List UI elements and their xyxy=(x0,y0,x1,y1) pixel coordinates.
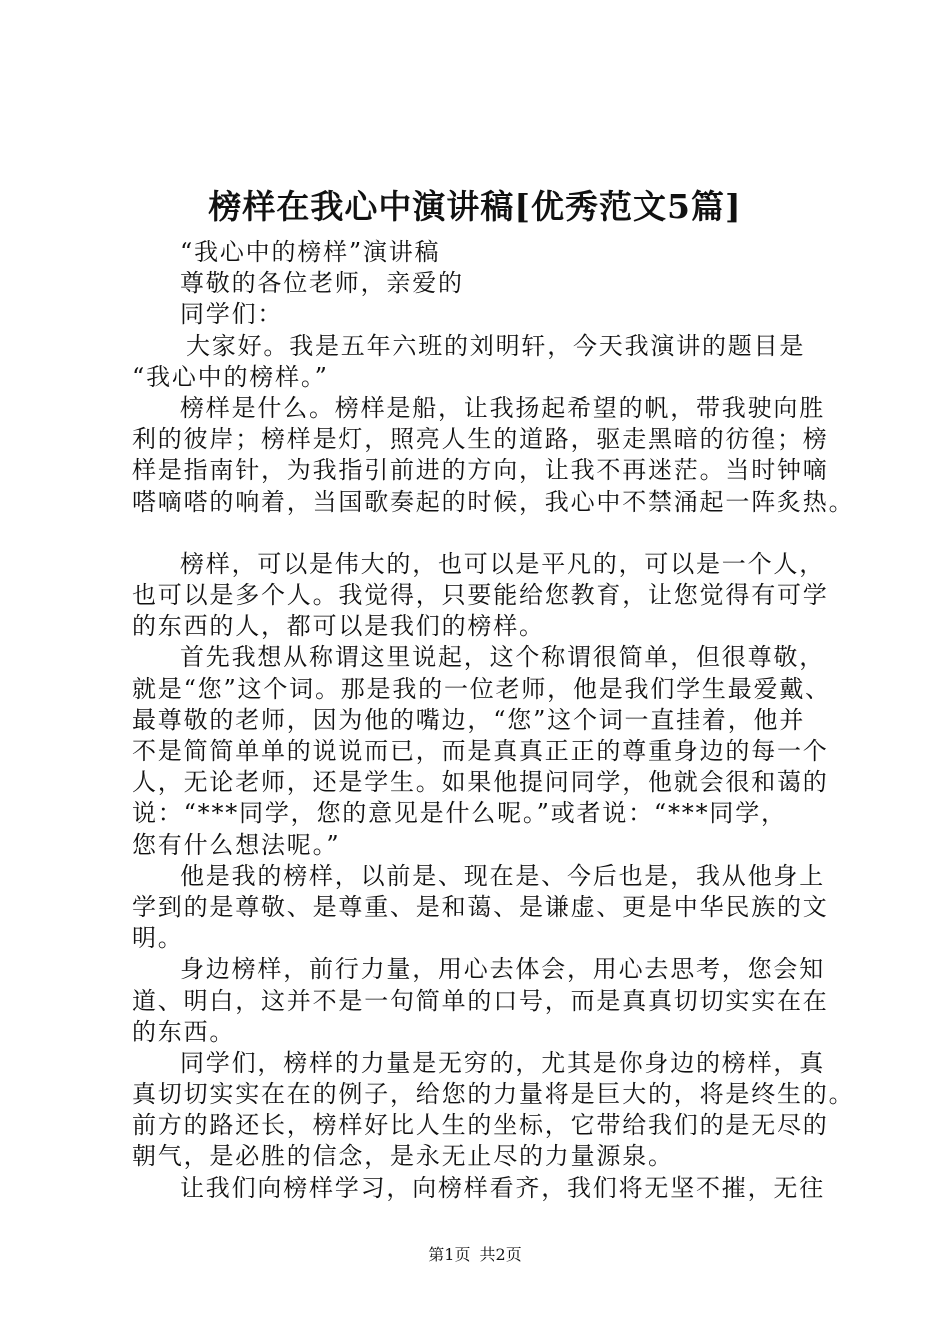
paragraph-line: 首先我想从称谓这里说起，这个称谓很简单，但很尊敬， xyxy=(180,643,825,672)
paragraph-line: 也可以是多个人。我觉得，只要能给您教育，让您觉得有可学 xyxy=(132,581,829,610)
paragraph-line: 您有什么想法呢。” xyxy=(132,830,341,859)
paragraph-line: 就是“您”这个词。那是我的一位老师，他是我们学生最爱戴、 xyxy=(132,674,831,703)
paragraph-line: 嗒嘀嗒的响着，当国歌奏起的时候，我心中不禁涌起一阵炙热。 xyxy=(132,487,855,516)
document-title: 榜样在我心中演讲稿[优秀范文5篇] xyxy=(208,187,742,226)
paragraph-line: 的东西。 xyxy=(132,1017,236,1046)
page-number: 第1页 xyxy=(428,1245,471,1264)
paragraph-line: 明。 xyxy=(132,924,184,953)
paragraph-line: 不是简简单单的说说而已，而是真真正正的尊重身边的每一个 xyxy=(132,737,829,765)
salutation-line: 尊敬的各位老师，亲爱的 xyxy=(180,269,464,298)
paragraph-line: 身边榜样，前行力量，用心去体会，用心去思考，您会知 xyxy=(180,955,825,984)
paragraph-line: 说：“***同学，您的意见是什么呢。”或者说：“***同学， xyxy=(132,799,787,828)
paragraph-line: 利的彼岸；榜样是灯，照亮人生的道路，驱走黑暗的彷徨；榜 xyxy=(132,425,829,454)
paragraph-line: 道、明白，这并不是一句简单的口号，而是真真切切实实在在 xyxy=(132,986,829,1015)
speech-heading: “我心中的榜样”演讲稿 xyxy=(180,238,441,266)
paragraph-line: 同学们，榜样的力量是无穷的，尤其是你身边的榜样，真 xyxy=(180,1048,825,1077)
paragraph-line: 榜样，可以是伟大的，也可以是平凡的，可以是一个人， xyxy=(180,549,825,578)
document-body xyxy=(132,237,855,1204)
paragraph-spacer xyxy=(132,518,842,549)
paragraph-line: 学到的是尊敬、是尊重、是和蔼、是谦虚、更是中华民族的文 xyxy=(132,892,829,921)
paragraph-line: 朝气，是必胜的信念，是永无止尽的力量源泉。 xyxy=(132,1142,674,1171)
salutation-line: 同学们： xyxy=(180,300,284,329)
page-total: 共2页 xyxy=(479,1245,522,1264)
paragraph-line: 榜样是什么。榜样是船，让我扬起希望的帆，带我驶向胜 xyxy=(180,393,825,422)
paragraph-line: 大家好。我是五年六班的刘明轩，今天我演讲的题目是 xyxy=(186,331,806,360)
paragraph-line: 人，无论老师，还是学生。如果他提问同学，他就会很和蔼的 xyxy=(132,768,829,797)
paragraph-line: “我心中的榜样。” xyxy=(132,362,329,391)
paragraph-line: 样是指南针，为我指引前进的方向，让我不再迷茫。当时钟嘀 xyxy=(132,456,829,485)
page-footer xyxy=(0,1244,950,1266)
paragraph-line: 的东西的人，都可以是我们的榜样。 xyxy=(132,612,545,641)
paragraph-line: 最尊敬的老师，因为他的嘴边，“您”这个词一直挂着，他并 xyxy=(132,705,806,734)
paragraph-line: 前方的路还长，榜样好比人生的坐标，它带给我们的是无尽的 xyxy=(132,1111,829,1140)
paragraph-line: 让我们向榜样学习，向榜样看齐，我们将无坚不摧，无往 xyxy=(180,1173,825,1202)
paragraph-line: 他是我的榜样，以前是、现在是、今后也是，我从他身上 xyxy=(180,861,825,890)
paragraph-line: 真切切实实在在的例子，给您的力量将是巨大的，将是终生的。 xyxy=(132,1080,855,1109)
